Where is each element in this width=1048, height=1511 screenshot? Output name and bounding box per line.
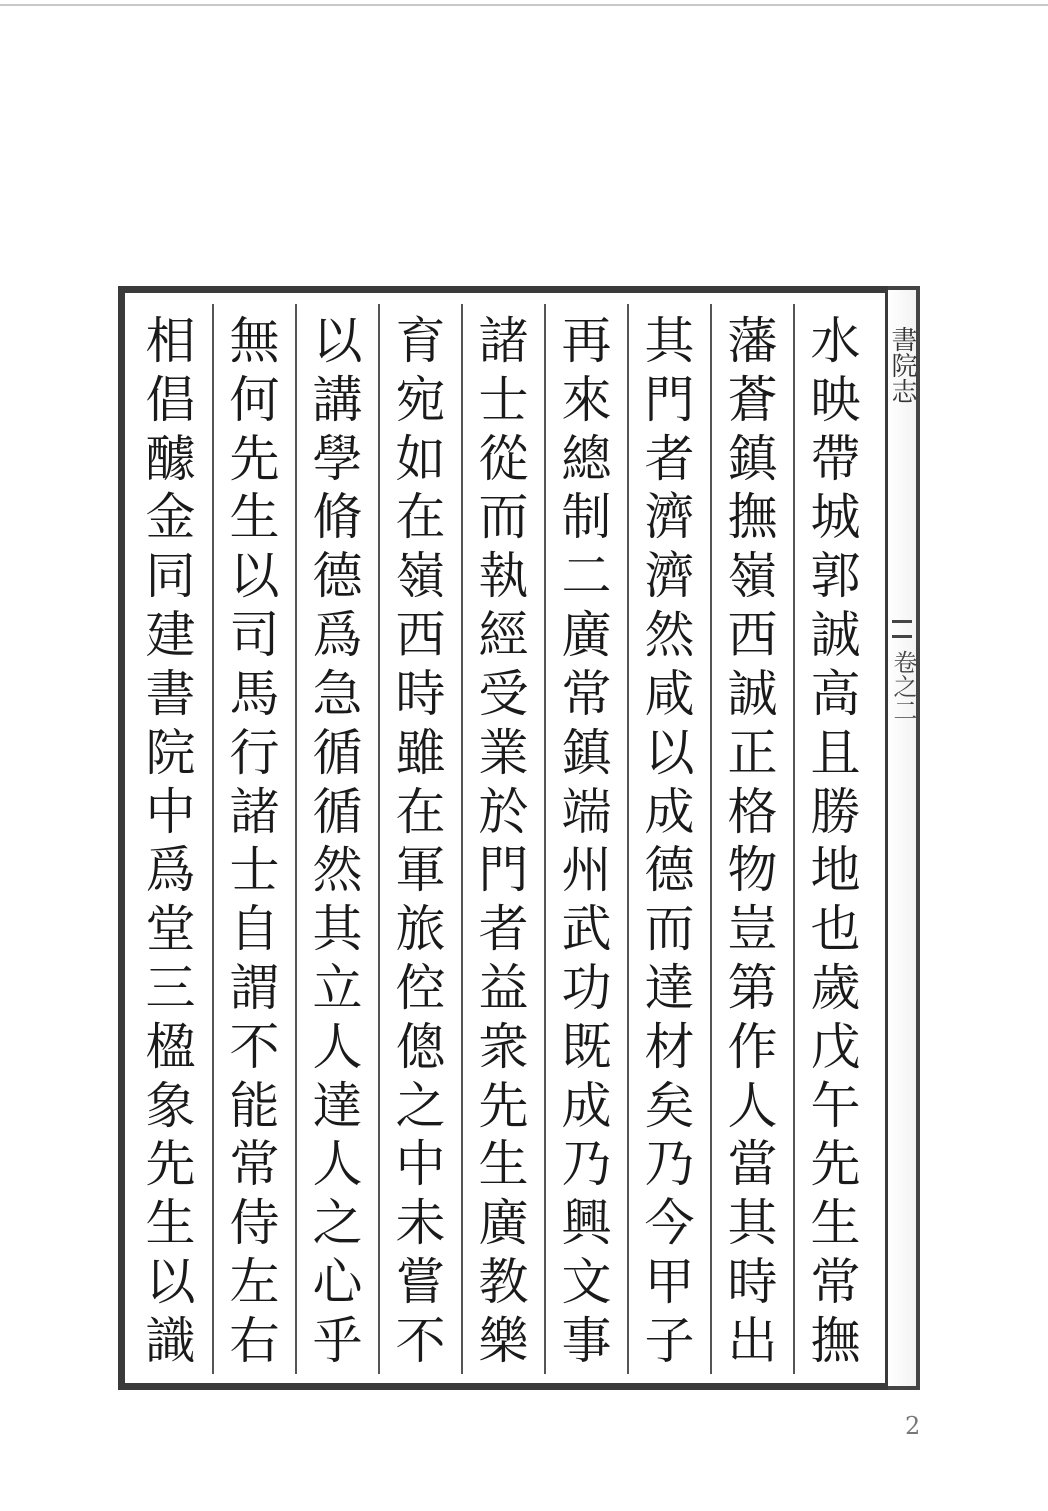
character: 諸 (229, 782, 280, 841)
banxin-title: 書院志 (887, 326, 917, 404)
character: 益 (478, 958, 529, 1017)
character: 生 (810, 1194, 861, 1253)
character: 州 (561, 841, 612, 900)
character: 廣 (478, 1194, 529, 1253)
character: 嶺 (727, 547, 778, 606)
character: 勝 (810, 782, 861, 841)
character: 其 (727, 1194, 778, 1253)
character: 育 (395, 312, 446, 370)
character: 學 (312, 429, 363, 488)
character: 濟 (644, 488, 695, 547)
fishtail-mark (892, 620, 912, 638)
character: 今 (644, 1194, 695, 1253)
character: 第 (727, 958, 778, 1017)
character: 高 (810, 664, 861, 723)
character: 不 (229, 1017, 280, 1076)
character: 嘗 (395, 1253, 446, 1311)
character: 生 (229, 488, 280, 547)
character: 傯 (395, 1017, 446, 1076)
character: 成 (644, 782, 695, 841)
character: 既 (561, 1017, 612, 1076)
character: 爲 (312, 606, 363, 665)
character: 而 (644, 900, 695, 959)
character: 撫 (727, 488, 778, 547)
character: 書 (145, 664, 196, 723)
text-columns (128, 304, 876, 1374)
character: 雖 (395, 723, 446, 782)
character: 鎮 (561, 723, 612, 782)
character: 廣 (561, 606, 612, 665)
character: 先 (145, 1135, 196, 1194)
character: 事 (561, 1311, 612, 1370)
character: 循 (312, 723, 363, 782)
character: 人 (727, 1076, 778, 1135)
character: 興 (561, 1194, 612, 1253)
character: 建 (145, 606, 196, 665)
character: 門 (478, 841, 529, 900)
character: 成 (561, 1076, 612, 1135)
character: 常 (229, 1135, 280, 1194)
text-column-6 (378, 304, 461, 1374)
character: 功 (561, 958, 612, 1017)
character: 材 (644, 1017, 695, 1076)
text-column-3 (627, 304, 710, 1374)
character: 正 (727, 723, 778, 782)
character: 經 (478, 606, 529, 665)
character: 以 (312, 312, 363, 370)
character: 甲 (644, 1253, 695, 1311)
character: 在 (395, 782, 446, 841)
character: 物 (727, 841, 778, 900)
character: 從 (478, 429, 529, 488)
character: 西 (395, 606, 446, 665)
character: 人 (312, 1017, 363, 1076)
character: 德 (312, 547, 363, 606)
character: 先 (478, 1076, 529, 1135)
character: 撫 (810, 1311, 861, 1370)
character: 門 (644, 370, 695, 429)
character: 端 (561, 782, 612, 841)
character: 之 (312, 1194, 363, 1253)
character: 時 (395, 664, 446, 723)
character: 金 (145, 488, 196, 547)
character: 作 (727, 1017, 778, 1076)
character: 誠 (727, 664, 778, 723)
character: 帶 (810, 429, 861, 488)
character: 者 (644, 429, 695, 488)
character: 戊 (810, 1017, 861, 1076)
character: 也 (810, 900, 861, 959)
text-column-8 (212, 304, 295, 1374)
text-column-5 (461, 304, 544, 1374)
character: 當 (727, 1135, 778, 1194)
character: 來 (561, 370, 612, 429)
character: 午 (810, 1076, 861, 1135)
character: 諸 (478, 312, 529, 370)
character: 人 (312, 1135, 363, 1194)
character: 旅 (395, 900, 446, 959)
character: 嶺 (395, 547, 446, 606)
character: 楹 (145, 1017, 196, 1076)
character: 子 (644, 1311, 695, 1370)
woodblock-page (118, 286, 920, 1398)
character: 西 (727, 606, 778, 665)
character: 三 (145, 958, 196, 1017)
character: 士 (478, 370, 529, 429)
character: 馬 (229, 664, 280, 723)
character: 然 (644, 606, 695, 665)
character: 同 (145, 547, 196, 606)
character: 水 (810, 312, 861, 370)
text-column-2 (710, 304, 793, 1374)
character: 而 (478, 488, 529, 547)
character: 映 (810, 370, 861, 429)
character: 講 (312, 370, 363, 429)
character: 爲 (145, 841, 196, 900)
character: 醵 (145, 429, 196, 488)
character: 自 (229, 900, 280, 959)
character: 二 (561, 547, 612, 606)
character: 無 (229, 312, 280, 370)
character: 其 (312, 900, 363, 959)
character: 濟 (644, 547, 695, 606)
character: 教 (478, 1253, 529, 1311)
banxin-volume: 卷之二 (889, 650, 917, 722)
character: 乃 (644, 1135, 695, 1194)
character: 行 (229, 723, 280, 782)
text-column-1 (793, 304, 876, 1374)
character: 執 (478, 547, 529, 606)
character: 歲 (810, 958, 861, 1017)
character: 時 (727, 1253, 778, 1311)
character: 然 (312, 841, 363, 900)
character: 蒼 (727, 370, 778, 429)
text-column-9 (129, 304, 212, 1374)
character: 不 (395, 1311, 446, 1370)
character: 達 (312, 1076, 363, 1135)
character: 謂 (229, 958, 280, 1017)
character: 生 (478, 1135, 529, 1194)
character: 總 (561, 429, 612, 488)
character: 急 (312, 664, 363, 723)
character: 咸 (644, 664, 695, 723)
character: 業 (478, 723, 529, 782)
character: 矣 (644, 1076, 695, 1135)
character: 倥 (395, 958, 446, 1017)
character: 達 (644, 958, 695, 1017)
character: 能 (229, 1076, 280, 1135)
character: 以 (644, 723, 695, 782)
character: 司 (229, 606, 280, 665)
character: 乃 (561, 1135, 612, 1194)
text-column-7 (295, 304, 378, 1374)
character: 常 (561, 664, 612, 723)
character: 郭 (810, 547, 861, 606)
character: 堂 (145, 900, 196, 959)
character: 且 (810, 723, 861, 782)
character: 鎮 (727, 429, 778, 488)
character: 者 (478, 900, 529, 959)
character: 文 (561, 1253, 612, 1311)
character: 藩 (727, 312, 778, 370)
character: 脩 (312, 488, 363, 547)
character: 先 (229, 429, 280, 488)
character: 衆 (478, 1017, 529, 1076)
character: 左 (229, 1253, 280, 1311)
character: 出 (727, 1311, 778, 1370)
character: 誠 (810, 606, 861, 665)
character: 中 (395, 1135, 446, 1194)
character: 其 (644, 312, 695, 370)
character: 生 (145, 1194, 196, 1253)
character: 心 (312, 1253, 363, 1311)
character: 未 (395, 1194, 446, 1253)
character: 何 (229, 370, 280, 429)
character: 軍 (395, 841, 446, 900)
character: 於 (478, 782, 529, 841)
character: 城 (810, 488, 861, 547)
character: 中 (145, 782, 196, 841)
character: 識 (145, 1311, 196, 1370)
character: 地 (810, 841, 861, 900)
character: 倡 (145, 370, 196, 429)
character: 在 (395, 488, 446, 547)
character: 常 (810, 1253, 861, 1311)
character: 循 (312, 782, 363, 841)
character: 以 (229, 547, 280, 606)
character: 右 (229, 1311, 280, 1370)
character: 士 (229, 841, 280, 900)
character: 以 (145, 1253, 196, 1311)
character: 樂 (478, 1311, 529, 1370)
character: 院 (145, 723, 196, 782)
character: 如 (395, 429, 446, 488)
character: 先 (810, 1135, 861, 1194)
text-column-4 (544, 304, 627, 1374)
character: 豈 (727, 900, 778, 959)
character: 相 (145, 312, 196, 370)
character: 宛 (395, 370, 446, 429)
scan-top-edge (0, 4, 1048, 6)
page-number: 2 (905, 1412, 921, 1440)
character: 制 (561, 488, 612, 547)
character: 侍 (229, 1194, 280, 1253)
character: 象 (145, 1076, 196, 1135)
center-fold-margin (888, 286, 920, 1390)
character: 乎 (312, 1311, 363, 1370)
character: 再 (561, 312, 612, 370)
character: 德 (644, 841, 695, 900)
character: 之 (395, 1076, 446, 1135)
character: 受 (478, 664, 529, 723)
character: 格 (727, 782, 778, 841)
character: 立 (312, 958, 363, 1017)
character: 武 (561, 900, 612, 959)
